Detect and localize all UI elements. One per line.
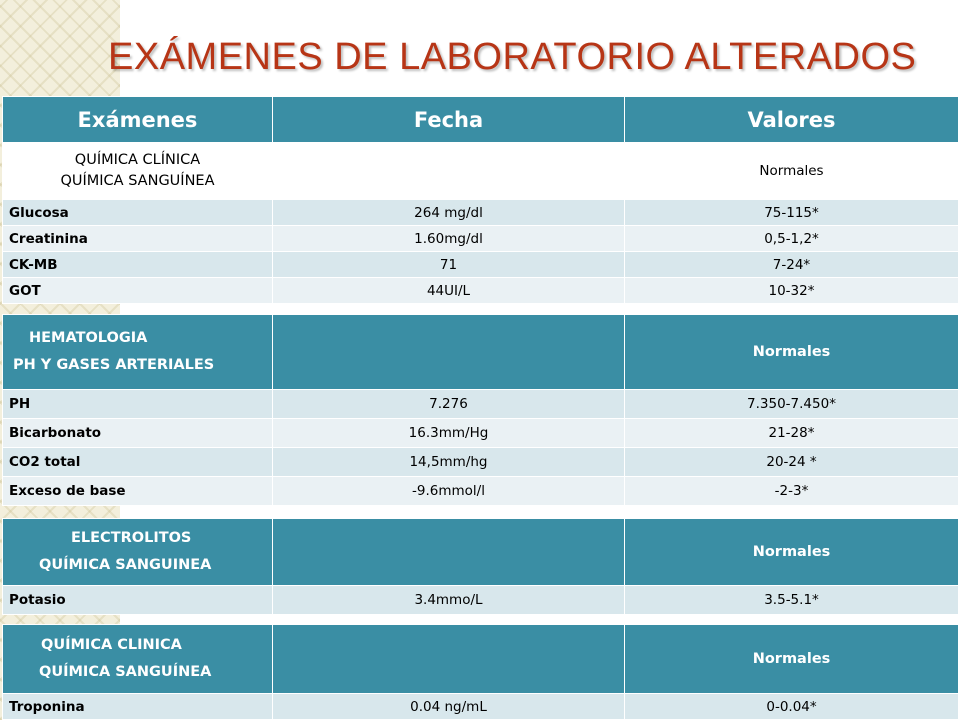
table-row [3, 586, 959, 615]
section-line-2: QUÍMICA SANGUÍNEA [60, 172, 215, 189]
section-empty-cell [273, 143, 625, 200]
exam-name: Creatinina [3, 226, 273, 252]
section-header-row [3, 519, 959, 586]
exam-reference: 7.350-7.450* [625, 390, 959, 419]
header-valores: Valores [625, 97, 959, 143]
section-title [3, 143, 273, 200]
table-row [3, 694, 959, 720]
page-title: EXÁMENES DE LABORATORIO ALTERADOS [108, 36, 917, 78]
table-row [3, 390, 959, 419]
table-row [3, 226, 959, 252]
exam-name: Exceso de base [3, 477, 273, 506]
section-line-1: HEMATOLOGIA [29, 329, 148, 346]
section-title [3, 625, 273, 694]
section-ref-label: Normales [625, 315, 959, 390]
exam-value: 264 mg/dl [273, 200, 625, 226]
exam-value: 1.60mg/dl [273, 226, 625, 252]
section-empty-cell [273, 625, 625, 694]
exam-reference: 10-32* [625, 278, 959, 304]
table-row [3, 200, 959, 226]
section-header-row [3, 625, 959, 694]
lab-table-electrolitos [2, 518, 959, 615]
exam-value: 3.4mmo/L [273, 586, 625, 615]
exam-value: 0.04 ng/mL [273, 694, 625, 720]
exam-value: 7.276 [273, 390, 625, 419]
exam-reference: 21-28* [625, 419, 959, 448]
section-line-2: QUÍMICA SANGUÍNEA [39, 664, 212, 680]
section-line-2: QUÍMICA SANGUINEA [39, 557, 212, 573]
section-ref-label: Normales [625, 625, 959, 694]
table-row [3, 278, 959, 304]
section-header-row [3, 315, 959, 390]
exam-name: PH [3, 390, 273, 419]
exam-name: CO2 total [3, 448, 273, 477]
section-ref-label: Normales [625, 519, 959, 586]
exam-name: Potasio [3, 586, 273, 615]
section-header-row [3, 143, 959, 200]
lab-table-troponina [2, 624, 959, 720]
exam-reference: 75-115* [625, 200, 959, 226]
exam-reference: 7-24* [625, 252, 959, 278]
exam-value: 16.3mm/Hg [273, 419, 625, 448]
exam-reference: -2-3* [625, 477, 959, 506]
exam-name: GOT [3, 278, 273, 304]
section-title [3, 315, 273, 390]
section-title [3, 519, 273, 586]
table-row [3, 419, 959, 448]
exam-value: 14,5mm/hg [273, 448, 625, 477]
header-examenes: Exámenes [3, 97, 273, 143]
lab-table-quimica-clinica [2, 96, 959, 304]
header-fecha: Fecha [273, 97, 625, 143]
table-row [3, 448, 959, 477]
exam-value: 44UI/L [273, 278, 625, 304]
exam-value: -9.6mmol/l [273, 477, 625, 506]
exam-reference: 20-24 * [625, 448, 959, 477]
table-header-row [3, 97, 959, 143]
exam-reference: 0-0.04* [625, 694, 959, 720]
exam-reference: 3.5-5.1* [625, 586, 959, 615]
exam-name: Glucosa [3, 200, 273, 226]
exam-reference: 0,5-1,2* [625, 226, 959, 252]
section-empty-cell [273, 519, 625, 586]
section-line-1: QUÍMICA CLINICA [41, 636, 182, 653]
section-line-2: PH Y GASES ARTERIALES [13, 357, 215, 373]
exam-name: CK-MB [3, 252, 273, 278]
lab-table-hematologia [2, 314, 959, 506]
section-line-1: ELECTROLITOS [71, 529, 192, 546]
section-empty-cell [273, 315, 625, 390]
table-row [3, 252, 959, 278]
section-line-1: QUÍMICA CLÍNICA [74, 152, 201, 169]
section-ref-label: Normales [625, 143, 959, 200]
exam-value: 71 [273, 252, 625, 278]
exam-name: Troponina [3, 694, 273, 720]
table-row [3, 477, 959, 506]
exam-name: Bicarbonato [3, 419, 273, 448]
